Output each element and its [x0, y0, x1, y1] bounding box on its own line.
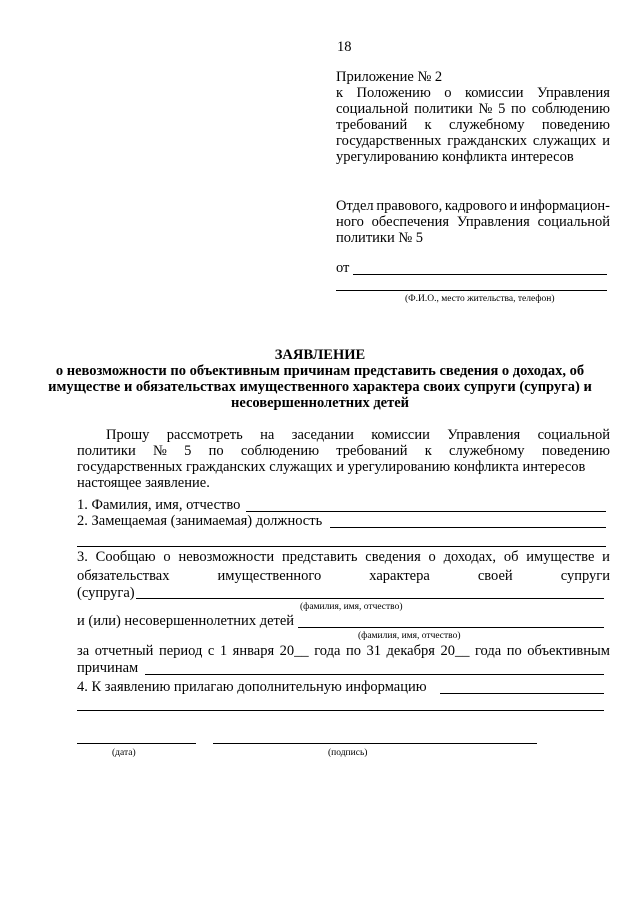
- from-field-line-2[interactable]: [336, 290, 607, 291]
- children-field[interactable]: [298, 627, 604, 628]
- word: сведения: [365, 549, 421, 565]
- additional-info-field[interactable]: [440, 693, 604, 694]
- word: объективным: [527, 643, 610, 659]
- word: об: [503, 549, 519, 565]
- word: о: [428, 549, 436, 565]
- intro-line-4: настоящее заявление.: [77, 475, 210, 491]
- from-caption: (Ф.И.О., место жительства, телефон): [405, 294, 555, 304]
- word: гражданских: [447, 133, 527, 149]
- appendix-line-2: [336, 102, 610, 118]
- item-3-line-1: [77, 550, 610, 566]
- word: имуществе: [526, 549, 595, 565]
- word: 5: [184, 443, 192, 459]
- addressee-line-2: [336, 215, 610, 231]
- word: социальной: [336, 101, 409, 117]
- item-3-line-2: [77, 569, 610, 585]
- word: период: [158, 643, 203, 659]
- children-caption: (фамилия, имя, отчество): [358, 631, 461, 641]
- word: поведению: [541, 117, 610, 133]
- word: соблюдению: [531, 101, 610, 117]
- appendix-line-3: [336, 118, 610, 134]
- word: 20__: [279, 643, 309, 659]
- additional-info-field-line-2[interactable]: [77, 710, 604, 711]
- word: требований: [336, 117, 408, 133]
- word: комиссии: [371, 427, 430, 443]
- word: Управления: [447, 427, 521, 443]
- word: невозможности: [178, 549, 275, 565]
- word: и: [602, 133, 610, 149]
- signature-field[interactable]: [213, 743, 537, 744]
- word: Управления: [456, 214, 530, 230]
- word: ного: [336, 214, 364, 230]
- word: года: [314, 643, 341, 659]
- intro-line-1: [106, 428, 610, 444]
- word: Управления: [537, 85, 610, 101]
- word: года: [474, 643, 502, 659]
- appendix-line-5: урегулированию конфликта интересов: [336, 149, 574, 165]
- word: №: [478, 101, 493, 117]
- word: к: [424, 443, 432, 459]
- signature-caption: (подпись): [328, 748, 368, 758]
- date-caption: (дата): [112, 748, 136, 758]
- word: и: [509, 198, 518, 214]
- word: супруги: [560, 568, 610, 584]
- word: служебному: [449, 443, 525, 459]
- word: 20__: [440, 643, 470, 659]
- spouse-caption: (фамилия, имя, отчество): [300, 602, 403, 612]
- word: государственных: [336, 133, 442, 149]
- word: характера: [369, 568, 430, 584]
- word: социальной: [537, 214, 610, 230]
- appendix-line-4: [336, 134, 610, 150]
- word: информацион-: [519, 198, 610, 214]
- word: по: [208, 443, 224, 459]
- intro-line-2: [77, 444, 610, 460]
- word: к: [336, 85, 344, 101]
- word: правового,: [376, 198, 443, 214]
- word: о: [444, 85, 452, 101]
- word: отчетный: [94, 643, 154, 659]
- word: 3.: [77, 549, 88, 565]
- spouse-field[interactable]: [136, 598, 604, 599]
- word: поведению: [541, 443, 610, 459]
- word: имущественного: [217, 568, 322, 584]
- word: по: [506, 643, 522, 659]
- word: 5: [498, 101, 506, 117]
- position-field[interactable]: [330, 527, 606, 528]
- word: Сообщаю: [95, 549, 156, 565]
- document-subtitle-2: имуществе и обязательствах имущественного характера своих супруги (супруга) и: [48, 379, 592, 395]
- item-4-label: 4. К заявлению прилагаю дополнительную информацию: [77, 679, 427, 695]
- word: рассмотреть: [166, 427, 243, 443]
- word: о: [163, 549, 171, 565]
- word: соблюдению: [240, 443, 320, 459]
- document-subtitle-1: о невозможности по объективным причинам представить сведения о доходах, об: [55, 363, 585, 379]
- word: 1: [219, 643, 228, 659]
- word: служебному: [448, 117, 525, 133]
- reasons-label: причинам: [77, 660, 139, 676]
- word: к: [424, 117, 432, 133]
- word: по: [345, 643, 361, 659]
- word: №: [152, 443, 167, 459]
- word: с: [207, 643, 215, 659]
- from-field-line[interactable]: [353, 274, 607, 275]
- appendix-title: Приложение № 2: [336, 69, 443, 85]
- word: обеспечения: [371, 214, 450, 230]
- word: Отдел: [336, 198, 374, 214]
- reasons-field[interactable]: [145, 674, 604, 675]
- position-field-line-2[interactable]: [77, 546, 606, 547]
- item-1-label: 1. Фамилия, имя, отчество: [77, 497, 241, 513]
- word: политики: [77, 443, 136, 459]
- item-3-line-3: (супруга): [77, 585, 135, 601]
- from-label: от: [336, 260, 350, 276]
- word: комиссии: [464, 85, 524, 101]
- document-title: ЗАЯВЛЕНИЕ: [274, 347, 366, 363]
- word: на: [260, 427, 275, 443]
- word: 31: [366, 643, 381, 659]
- appendix-line-1: [336, 86, 610, 102]
- word: за: [77, 643, 90, 659]
- word: своей: [477, 568, 513, 584]
- word: социальной: [537, 427, 610, 443]
- word: Прошу: [106, 427, 150, 443]
- word: Положению: [356, 85, 431, 101]
- word: служащих: [532, 133, 597, 149]
- date-field[interactable]: [77, 743, 196, 744]
- word: и: [602, 549, 610, 565]
- children-label: и (или) несовершеннолетних детей: [77, 613, 295, 629]
- word: января: [232, 643, 275, 659]
- intro-line-3: государственных гражданских служащих и урегулированию конфликта интересов: [77, 459, 586, 475]
- word: политики: [414, 101, 473, 117]
- word: заседании: [291, 427, 354, 443]
- word: обязательствах: [77, 568, 170, 584]
- word: кадрового: [444, 198, 507, 214]
- item-2-label: 2. Замещаемая (занимаемая) должность: [77, 513, 323, 529]
- page-number: 18: [337, 39, 352, 55]
- word: декабря: [386, 643, 435, 659]
- word: по: [511, 101, 527, 117]
- word: доходах,: [443, 549, 497, 565]
- word: требований: [336, 443, 408, 459]
- document-subtitle-3: несовершеннолетних детей: [230, 395, 410, 411]
- addressee-line-1: [336, 199, 610, 215]
- period-line: [77, 644, 610, 660]
- addressee-line-3: политики № 5: [336, 230, 424, 246]
- word: представить: [281, 549, 358, 565]
- full-name-field[interactable]: [246, 511, 606, 512]
